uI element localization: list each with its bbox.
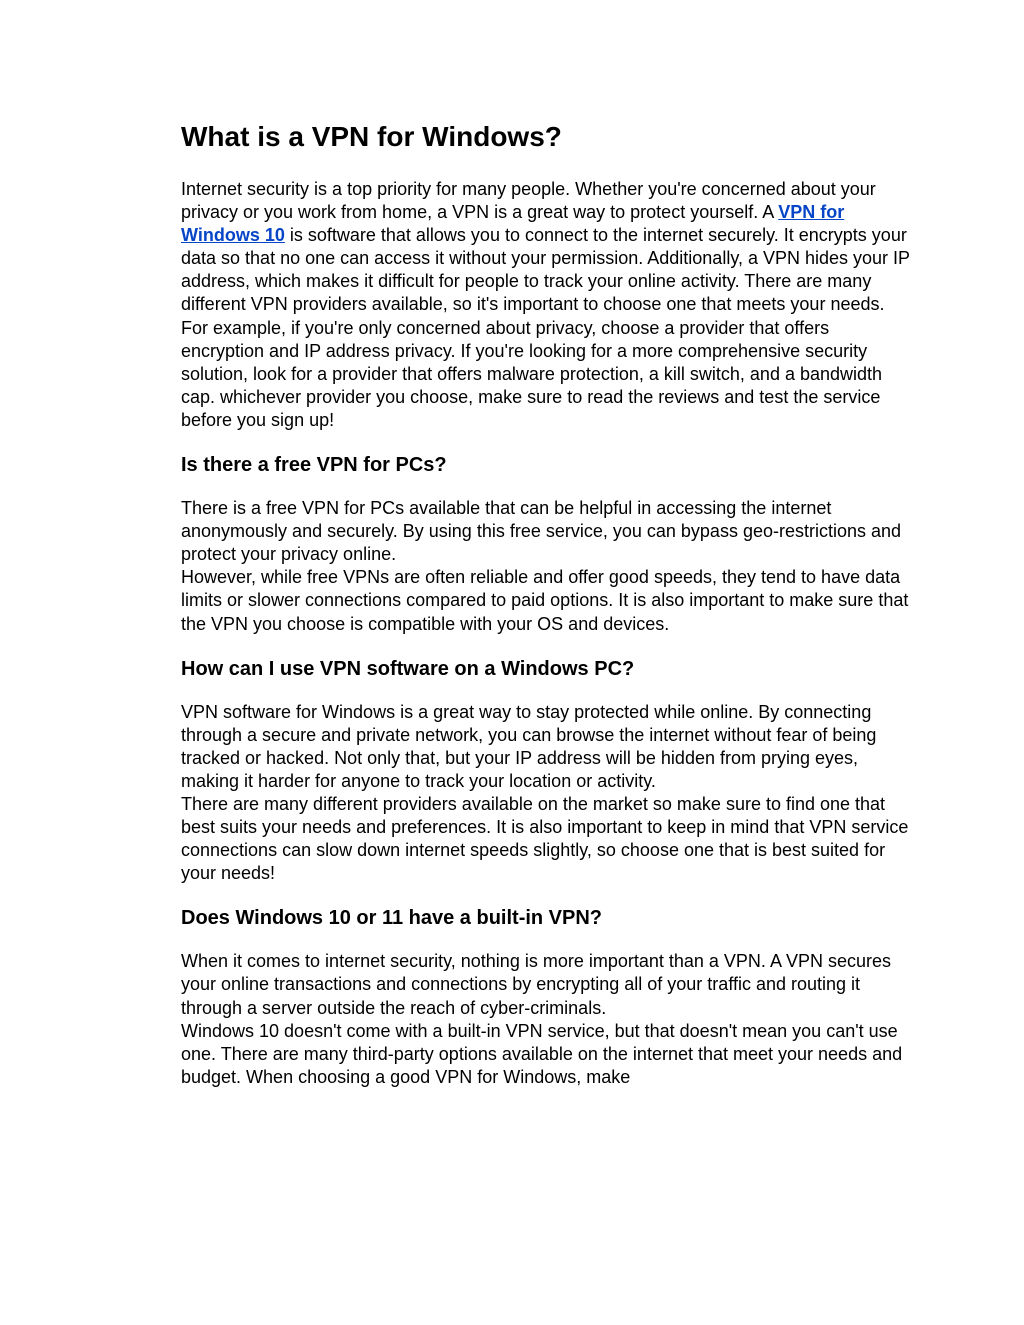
section-heading: Is there a free VPN for PCs? [181, 454, 447, 477]
vpn-for-windows-10-link[interactable]: VPN for Windows 10 [181, 202, 845, 246]
section-heading: Does Windows 10 or 11 have a built-in VPN? [181, 907, 603, 930]
document-page [181, 118, 911, 1089]
section-paragraph: When it comes to internet security, nothing is more important than a VPN. A VPN secures your online transactions and connections by encrypting all of your traffic and routing it through a server outside the reach of cyber-criminals. [181, 951, 891, 1018]
section-built-in-vpn [181, 905, 911, 1089]
section-use-vpn-software [181, 656, 911, 886]
intro-text-after: is software that allows you to connect to the internet securely. It encrypts your data so that no one can access it without your permission. Additionally, a VPN hides your IP address, which makes it difficult for people to track your online activity. There are many different VPN providers available, so it's important to choose one that meets your needs. For example, if you're only concerned about privacy, choose a provider that offers encryption and IP address privacy. If you're looking for a more comprehensive security solution, look for a provider that offers malware protection, a kill switch, and a bandwidth cap. whichever provider you choose, make sure to read the reviews and test the service before you sign up! [181, 225, 910, 430]
section-heading: How can I use VPN software on a Windows PC? [181, 657, 635, 680]
section-paragraph: VPN software for Windows is a great way to stay protected while online. By connecting through a secure and private network, you can browse the internet without fear of being tracked or hacked. Not only that, but your IP address will be hidden from prying eyes, making it harder for anyone to track your location or activity. [181, 701, 877, 791]
section-paragraph: However, while free VPNs are often reliable and offer good speeds, they tend to have data limits or slower connections compared to paid options. It is also important to make sure that the VPN you choose is compatible with your OS and devices. [181, 567, 909, 634]
page-title: What is a VPN for Windows? [181, 121, 562, 152]
section-free-vpn [181, 452, 911, 636]
section-paragraph: Windows 10 doesn't come with a built-in VPN service, but that doesn't mean you can't use one. There are many third-party options available on the internet that meet your needs and budget. When choosing a good VPN for Windows, make [181, 1020, 903, 1087]
intro-paragraph [181, 178, 911, 432]
section-paragraph: There is a free VPN for PCs available that can be helpful in accessing the internet anonymously and securely. By using this free service, you can bypass geo-restrictions and protect your privacy online. [181, 498, 902, 565]
section-paragraph: There are many different providers available on the market so make sure to find one that best suits your needs and preferences. It is also important to keep in mind that VPN service connections can slow down internet speeds slightly, so choose one that is best suited for your needs! [181, 793, 909, 884]
intro-text-before: Internet security is a top priority for many people. Whether you're concerned about your privacy or you work from home, a VPN is a great way to protect yourself. A [181, 179, 876, 223]
